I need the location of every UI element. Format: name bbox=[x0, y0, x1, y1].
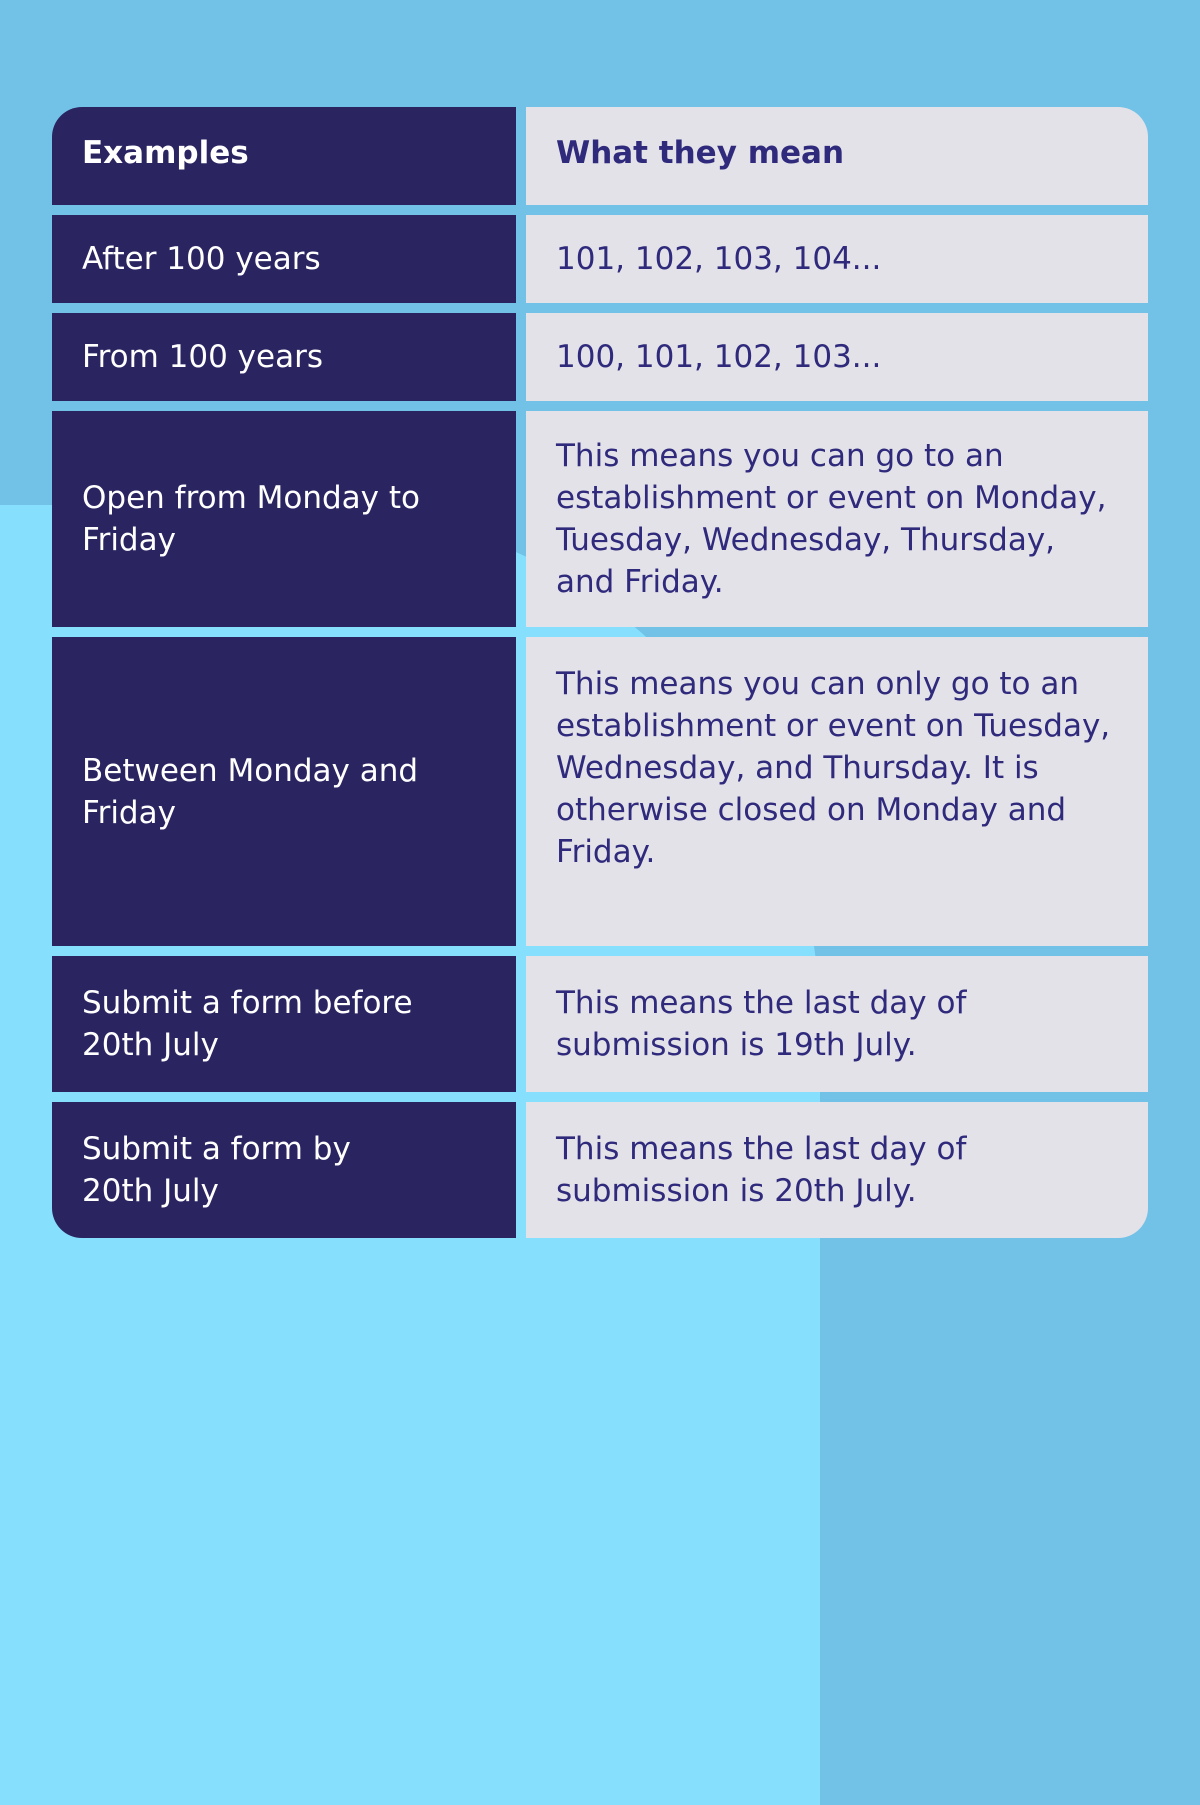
line: This means you can go to an bbox=[556, 438, 1004, 474]
example-after-100-years bbox=[52, 215, 516, 303]
line: This means the last day of bbox=[556, 1131, 967, 1167]
examples-table bbox=[52, 107, 1148, 1238]
example-text bbox=[82, 477, 420, 561]
line: 101, 102, 103, 104... bbox=[556, 241, 882, 277]
example-submit-by bbox=[52, 1102, 516, 1238]
header-meaning: What they mean bbox=[526, 107, 1148, 205]
line: Open from Monday to bbox=[82, 480, 421, 516]
line: From 100 years bbox=[82, 339, 323, 375]
example-between-monday-friday bbox=[52, 637, 516, 946]
line: Between Monday and bbox=[82, 752, 419, 789]
header-examples: Examples bbox=[52, 107, 516, 205]
meaning-text bbox=[556, 982, 966, 1066]
meaning-text bbox=[556, 1128, 966, 1212]
example-text bbox=[82, 982, 413, 1066]
line: Submit a form before bbox=[82, 985, 413, 1021]
line: Friday bbox=[82, 522, 176, 558]
meaning-between-monday-friday bbox=[526, 637, 1148, 946]
meaning-text bbox=[556, 435, 1106, 603]
line: After 100 years bbox=[82, 241, 321, 277]
line: and Friday. bbox=[556, 564, 724, 600]
line: Tuesday, Wednesday, Thursday, bbox=[556, 522, 1056, 558]
line: Friday. bbox=[556, 834, 656, 870]
meaning-open-monday-friday bbox=[526, 411, 1148, 627]
meaning-submit-by bbox=[526, 1102, 1148, 1238]
line: 100, 101, 102, 103... bbox=[556, 339, 882, 375]
line: establishment or event on Monday, bbox=[556, 480, 1107, 516]
example-text bbox=[82, 238, 321, 280]
meaning-text bbox=[556, 238, 881, 280]
meaning-from-100-years bbox=[526, 313, 1148, 401]
line: Friday bbox=[82, 794, 176, 831]
example-text bbox=[82, 750, 418, 834]
line: This means the last day of bbox=[556, 985, 967, 1021]
line: 20th July bbox=[82, 1027, 219, 1063]
example-submit-before bbox=[52, 956, 516, 1092]
meaning-submit-before bbox=[526, 956, 1148, 1092]
meaning-after-100-years bbox=[526, 215, 1148, 303]
example-from-100-years bbox=[52, 313, 516, 401]
line: Submit a form by bbox=[82, 1131, 351, 1167]
meaning-text bbox=[556, 336, 881, 378]
line: otherwise closed on Monday and bbox=[556, 792, 1067, 828]
line: submission is 19th July. bbox=[556, 1027, 917, 1063]
line: 20th July bbox=[82, 1173, 219, 1209]
line: establishment or event on Tuesday, bbox=[556, 708, 1111, 744]
line: This means you can only go to an bbox=[556, 666, 1080, 702]
meaning-text bbox=[556, 663, 1110, 873]
example-open-monday-friday bbox=[52, 411, 516, 627]
example-text bbox=[82, 1128, 351, 1212]
line: submission is 20th July. bbox=[556, 1173, 917, 1209]
example-text bbox=[82, 336, 323, 378]
line: Wednesday, and Thursday. It is bbox=[556, 750, 1039, 786]
